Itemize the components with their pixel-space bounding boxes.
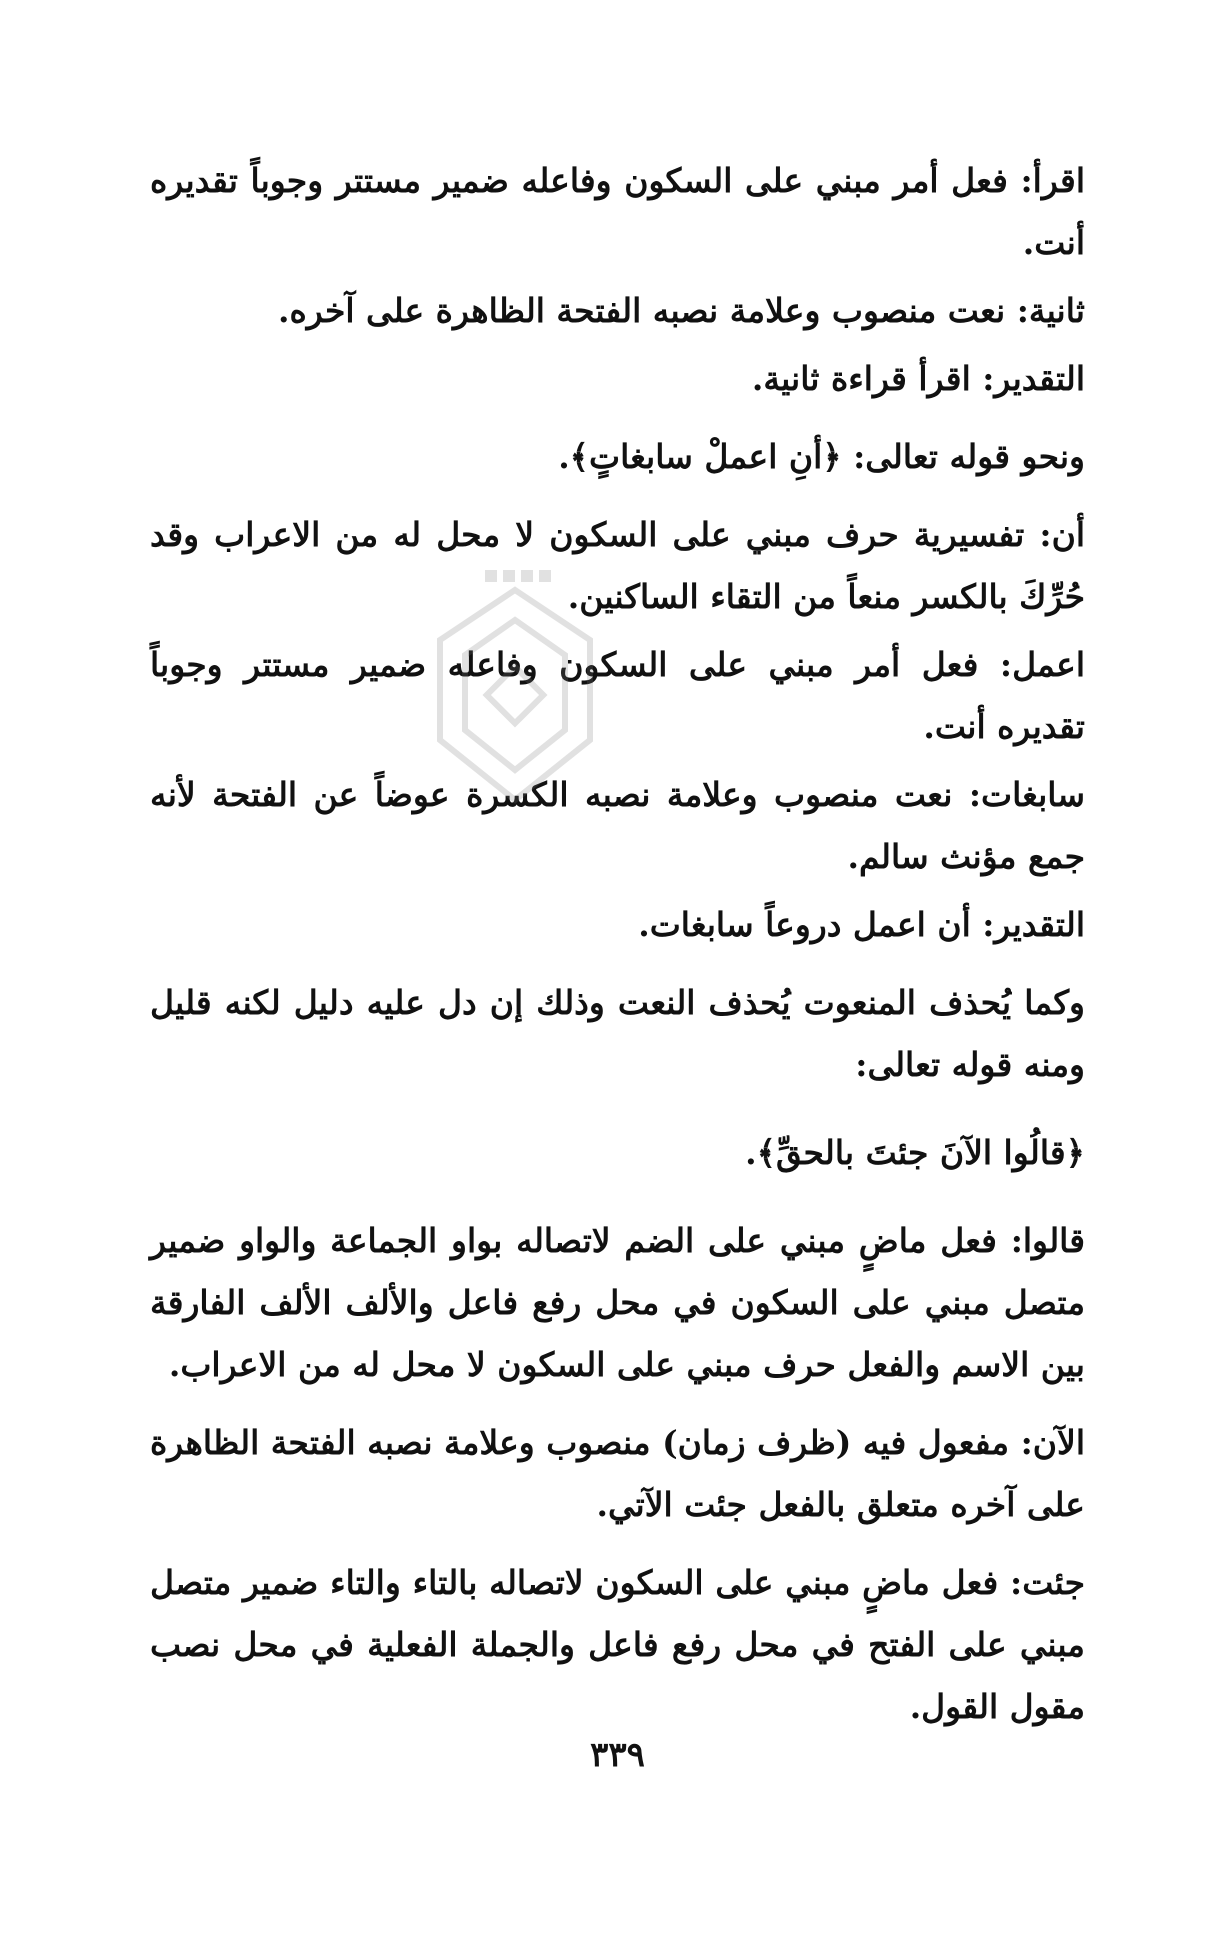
paragraph-hadhf-naat: وكما يُحذف المنعوت يُحذف النعت وذلك إن دل عليه دليل لكنه قليل ومنه قوله تعالى: [150, 983, 1085, 1084]
paragraph-quran-verse-1: ونحو قوله تعالى: ﴿أنِ اعملْ سابغاتٍ﴾. [558, 437, 1085, 476]
paragraph-an: أن: تفسيرية حرف مبني على السكون لا محل له من الاعراب وقد حُرِّكَ بالكسر منعاً من التقاء الساكنين. [150, 515, 1085, 616]
page-number: ٣٣٩ [590, 1735, 645, 1775]
paragraph-quran-verse-2: ﴿قالُوا الآنَ جئتَ بالحقِّ﴾. [745, 1133, 1085, 1172]
paragraph-iamal: اعمل: فعل أمر مبني على السكون وفاعله ضمير مستتر وجوباً تقديره أنت. [150, 645, 1085, 746]
paragraph-taqdir-1: التقدير: اقرأ قراءة ثانية. [751, 359, 1085, 398]
paragraph-iqra: اقرأ: فعل أمر مبني على السكون وفاعله ضمير مستتر وجوباً تقديره أنت. [150, 161, 1085, 262]
paragraph-thaniya: ثانية: نعت منصوب وعلامة نصبه الفتحة الظاهرة على آخره. [278, 291, 1085, 330]
paragraph-al-aan: الآن: مفعول فيه (ظرف زمان) منصوب وعلامة نصبه الفتحة الظاهرة على آخره متعلق بالفعل جئت الآتي. [150, 1423, 1085, 1524]
paragraph-sabighat: سابغات: نعت منصوب وعلامة نصبه الكسرة عوضاً عن الفتحة لأنه جمع مؤنث سالم. [150, 775, 1085, 876]
paragraph-taqdir-2: التقدير: أن اعمل دروعاً سابغات. [638, 905, 1085, 944]
paragraph-qalu: قالوا: فعل ماضٍ مبني على الضم لاتصاله بواو الجماعة والواو ضمير متصل مبني على السكون في محل رفع فاعل والألف الألف الفارقة بين الاسم والفعل حرف مبني على السكون لا محل له من الاعراب. [150, 1221, 1085, 1384]
paragraph-jiita: جئت: فعل ماضٍ مبني على السكون لاتصاله بالتاء والتاء ضمير متصل مبني على الفتح في محل رفع فاعل والجملة الفعلية في محل نصب مقول القول. [150, 1563, 1085, 1726]
document-page [150, 150, 1085, 1880]
